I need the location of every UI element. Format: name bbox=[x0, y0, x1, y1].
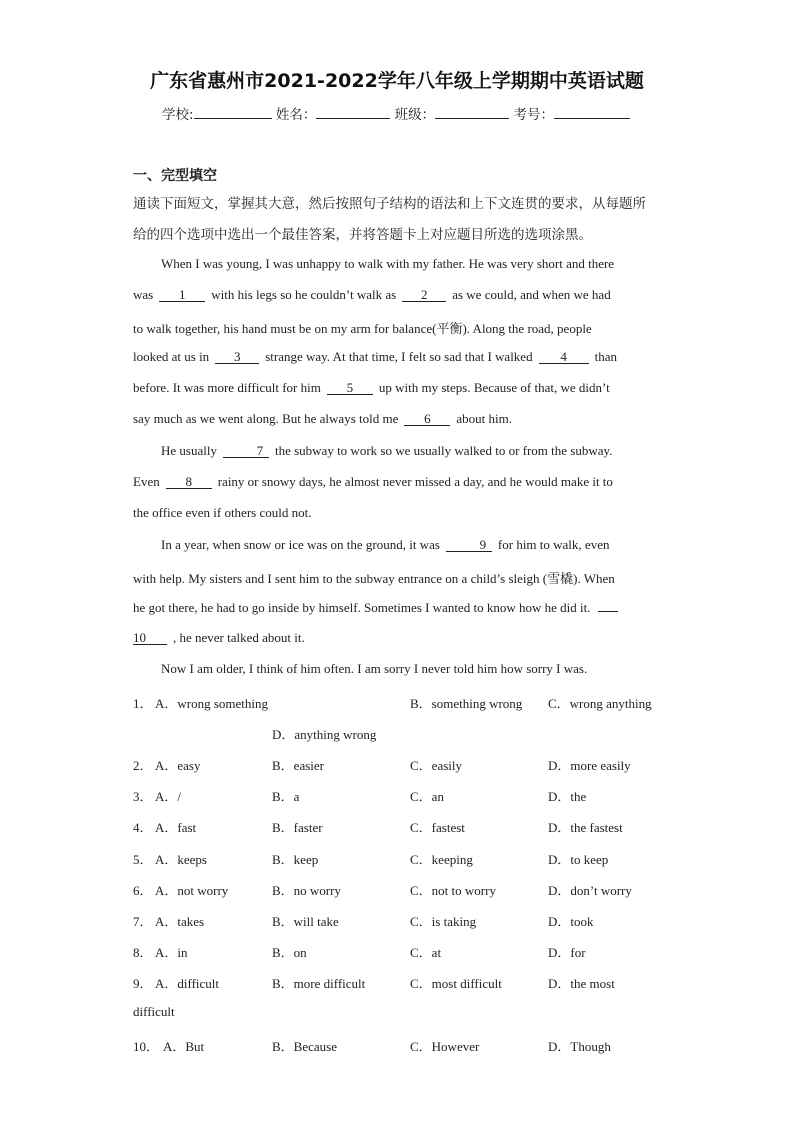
instruction-line-1: 通读下面短文，掌握其大意，然后按照句子结构的语法和上下文连贯的要求，从每题所 bbox=[133, 196, 646, 212]
option-b[interactable]: B．no worry bbox=[272, 883, 341, 898]
option-d-continued: difficult bbox=[133, 1004, 175, 1019]
option-d[interactable]: D．for bbox=[548, 945, 586, 960]
option-b[interactable]: B．easier bbox=[272, 758, 324, 773]
option-d[interactable]: D．the bbox=[548, 789, 587, 804]
option-d[interactable]: D．don’t worry bbox=[548, 883, 632, 898]
passage-line: 10 , he never talked about it. bbox=[133, 630, 305, 645]
passage-line: He usually 7 the subway to work so we usually walked to or from the subway. bbox=[161, 443, 613, 458]
section-title: 一、完型填空 bbox=[133, 168, 217, 184]
question-number: 4． bbox=[133, 820, 153, 835]
passage-line: When I was young, I was unhappy to walk with my father. He was very short and there bbox=[161, 256, 615, 271]
option-c[interactable]: C．an bbox=[410, 789, 444, 804]
option-c[interactable]: C．easily bbox=[410, 758, 462, 773]
question-number: 3． bbox=[133, 789, 153, 804]
passage-line: Now I am older, I think of him often. I am sorry I never told him how sorry I was. bbox=[161, 661, 588, 676]
option-b[interactable]: B．a bbox=[272, 789, 300, 804]
blank-5[interactable]: 5 bbox=[327, 381, 373, 395]
option-c[interactable]: C．most difficult bbox=[410, 976, 502, 991]
option-d[interactable]: D．anything wrong bbox=[272, 727, 377, 742]
class-blank[interactable] bbox=[435, 105, 509, 119]
blank-6[interactable]: 6 bbox=[404, 412, 450, 426]
question-number: 5． bbox=[133, 852, 153, 867]
passage-line: with help. My sisters and I sent him to the subway entrance on a child’s sleigh (雪橇). When bbox=[133, 571, 615, 586]
option-c[interactable]: C．is taking bbox=[410, 914, 477, 929]
option-a[interactable]: A．wrong something bbox=[155, 696, 269, 711]
passage-line: before. It was more difficult for him 5 up with my steps. Because of that, we didn’t bbox=[133, 380, 610, 395]
option-d[interactable]: D．the fastest bbox=[548, 820, 623, 835]
option-a[interactable]: A．in bbox=[155, 945, 188, 960]
option-a[interactable]: A．But bbox=[163, 1039, 205, 1054]
option-a[interactable]: A．easy bbox=[155, 758, 201, 773]
blank-9[interactable]: 9 bbox=[446, 538, 492, 552]
option-a[interactable]: A．takes bbox=[155, 914, 205, 929]
name-blank[interactable] bbox=[316, 105, 390, 119]
option-b[interactable]: B．on bbox=[272, 945, 307, 960]
option-b[interactable]: B．faster bbox=[272, 820, 323, 835]
school-blank[interactable] bbox=[194, 105, 272, 119]
option-b[interactable]: B．will take bbox=[272, 914, 339, 929]
option-c[interactable]: C．not to worry bbox=[410, 883, 496, 898]
question-number: 9． bbox=[133, 976, 153, 991]
passage-line: to walk together, his hand must be on my arm for balance(平衡). Along the road, people bbox=[133, 321, 592, 336]
blank-7[interactable]: 7 bbox=[223, 444, 269, 458]
passage-line: the office even if others could not. bbox=[133, 505, 312, 520]
option-d[interactable]: D．to keep bbox=[548, 852, 609, 867]
option-c[interactable]: C．wrong anything bbox=[548, 696, 652, 711]
option-b[interactable]: B．something wrong bbox=[410, 696, 523, 711]
school-label: 学校: bbox=[162, 107, 194, 123]
question-number: 8． bbox=[133, 945, 153, 960]
question-number: 2． bbox=[133, 758, 153, 773]
blank-10-start bbox=[598, 599, 618, 612]
class-label: 班级： bbox=[394, 107, 436, 123]
name-label: 姓名： bbox=[275, 107, 317, 123]
blank-3[interactable]: 3 bbox=[215, 350, 259, 364]
question-number: 1． bbox=[133, 696, 153, 711]
blank-10[interactable]: 10 bbox=[133, 631, 167, 645]
passage-line: say much as we went along. But he always told me 6 about him. bbox=[133, 411, 512, 426]
option-d[interactable]: D．took bbox=[548, 914, 594, 929]
option-c[interactable]: C．keeping bbox=[410, 852, 473, 867]
blank-8[interactable]: 8 bbox=[166, 475, 212, 489]
question-number: 7． bbox=[133, 914, 153, 929]
option-c[interactable]: C．However bbox=[410, 1039, 480, 1054]
question-number: 6． bbox=[133, 883, 153, 898]
passage-line: Even 8 rainy or snowy days, he almost never missed a day, and he would make it to bbox=[133, 474, 613, 489]
option-a[interactable]: A．keeps bbox=[155, 852, 207, 867]
blank-1[interactable]: 1 bbox=[159, 288, 205, 302]
student-info-line bbox=[162, 103, 630, 123]
option-d[interactable]: D．the most bbox=[548, 976, 615, 991]
option-d[interactable]: D．more easily bbox=[548, 758, 631, 773]
option-a[interactable]: A．/ bbox=[155, 789, 182, 804]
option-c[interactable]: C．at bbox=[410, 945, 442, 960]
passage-line: looked at us in 3 strange way. At that time, I felt so sad that I walked 4 than bbox=[133, 349, 617, 364]
option-c[interactable]: C．fastest bbox=[410, 820, 465, 835]
blank-4[interactable]: 4 bbox=[539, 350, 589, 364]
number-blank[interactable] bbox=[554, 105, 630, 119]
option-b[interactable]: B．keep bbox=[272, 852, 319, 867]
blank-2[interactable]: 2 bbox=[402, 288, 446, 302]
question-number: 10． bbox=[133, 1039, 160, 1054]
option-b[interactable]: B．more difficult bbox=[272, 976, 366, 991]
option-d[interactable]: D．Though bbox=[548, 1039, 611, 1054]
number-label: 考号： bbox=[513, 107, 554, 123]
passage-line: was 1 with his legs so he couldn’t walk as 2 as we could, and when we had bbox=[133, 287, 611, 302]
exam-title: 广东省惠州市2021-2022学年八年级上学期期中英语试题 bbox=[150, 70, 644, 92]
option-a[interactable]: A．fast bbox=[155, 820, 197, 835]
option-a[interactable]: A．not worry bbox=[155, 883, 229, 898]
instruction-line-2: 给的四个选项中选出一个最佳答案，并将答题卡上对应题目所选的选项涂黑。 bbox=[133, 227, 592, 243]
option-a[interactable]: A．difficult bbox=[155, 976, 220, 991]
passage-line: he got there, he had to go inside by himself. Sometimes I wanted to know how he did it. bbox=[133, 599, 661, 616]
passage-line: In a year, when snow or ice was on the ground, it was 9 for him to walk, even bbox=[161, 537, 610, 552]
option-b[interactable]: B．Because bbox=[272, 1039, 337, 1054]
